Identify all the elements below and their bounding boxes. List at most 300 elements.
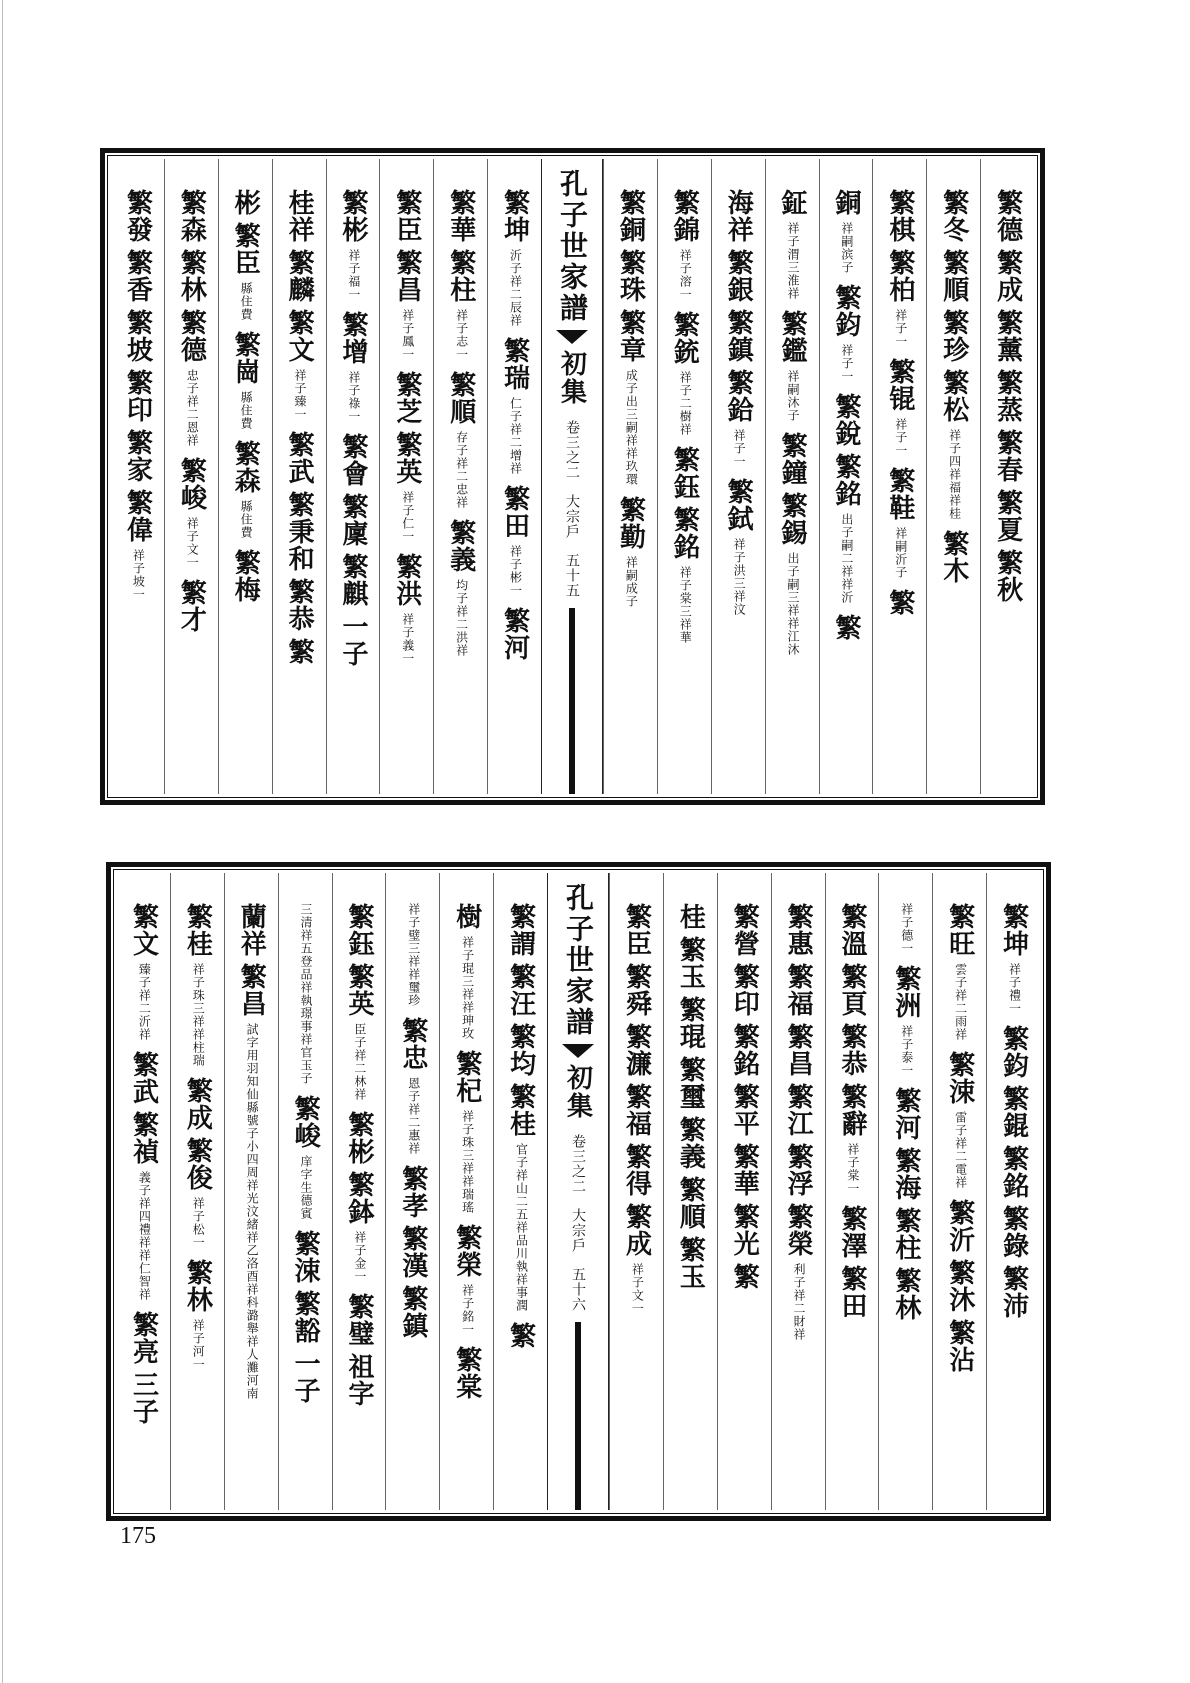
- genealogy-name: 繁溫: [836, 903, 867, 957]
- genealogy-name: 繁梅: [230, 549, 261, 603]
- genealogy-name: 繁光: [729, 1203, 760, 1257]
- column-content: [658, 189, 711, 654]
- spine-column: [547, 873, 609, 1510]
- genealogy-name: 繁鑑: [777, 310, 808, 364]
- genealogy-name: 繁俊: [182, 1137, 213, 1191]
- column-content: [165, 189, 218, 639]
- column-content: [494, 903, 547, 1355]
- genealogy-name: 祖字: [343, 1353, 374, 1407]
- column-content: [279, 903, 332, 1410]
- genealogy-annotation: 祥子棠一: [845, 1143, 860, 1195]
- genealogy-name: 繁榮: [783, 1203, 814, 1257]
- genealogy-name: 繁鞋: [884, 467, 915, 521]
- genealogy-name: 繁恭: [284, 578, 315, 632]
- genealogy-name: 繁印: [122, 369, 153, 423]
- text-column: [878, 873, 932, 1510]
- genealogy-name: 繁珍: [938, 309, 969, 363]
- genealogy-annotation: 祥子璧三祥祥璽珍: [406, 903, 421, 1007]
- genealogy-name: 繁田: [499, 485, 530, 539]
- genealogy-name: 繁麒: [337, 553, 368, 607]
- genealogy-name: 繁華: [729, 1143, 760, 1197]
- top-page-columns: [111, 159, 1034, 794]
- genealogy-name: 繁澤: [836, 1205, 867, 1259]
- genealogy-name: 彬: [230, 189, 261, 216]
- genealogy-name: 繁浮: [783, 1143, 814, 1197]
- genealogy-annotation: 祥子祿一: [346, 371, 361, 423]
- genealogy-name: 繁: [284, 638, 315, 665]
- genealogy-name: 繁臣: [230, 222, 261, 276]
- genealogy-name: 繁昌: [783, 1023, 814, 1077]
- genealogy-name: 繁洪: [391, 553, 422, 607]
- genealogy-name: 繁錦: [669, 189, 700, 243]
- genealogy-name: 繁坡: [122, 309, 153, 363]
- genealogy-name: 繁棠: [451, 1346, 482, 1400]
- genealogy-name: 繁銃: [669, 311, 700, 365]
- genealogy-name: 繁沾: [944, 1319, 975, 1373]
- genealogy-annotation: 祥子四祥福祥桂: [947, 429, 962, 520]
- genealogy-annotation: 祥嗣成子: [624, 556, 639, 608]
- genealogy-annotation: 祥子一: [839, 344, 854, 383]
- genealogy-name: 繁鈺: [343, 903, 374, 957]
- genealogy-name: 繁涑: [944, 1051, 975, 1105]
- genealogy-name: 繁木: [938, 530, 969, 584]
- genealogy-name: 繁薰: [992, 309, 1023, 363]
- column-content: [327, 189, 380, 673]
- column-content: [111, 189, 164, 611]
- genealogy-annotation: 祥嗣沂子: [893, 527, 908, 579]
- genealogy-annotation: 出子嗣三祥祥江沐: [785, 552, 800, 656]
- genealogy-name: 繁秋: [992, 549, 1023, 603]
- genealogy-name: 繁彬: [343, 1111, 374, 1165]
- column-content: [927, 189, 980, 590]
- text-column: [272, 159, 326, 794]
- genealogy-annotation: 祥子文一: [630, 1263, 645, 1315]
- genealogy-name: 繁鈞: [998, 1025, 1029, 1079]
- page-edge-rule: [2, 0, 3, 1683]
- genealogy-name: 繁森: [176, 189, 207, 243]
- text-column: [379, 159, 433, 794]
- genealogy-name: 繁銘: [669, 506, 700, 560]
- genealogy-name: 繁彬: [337, 189, 368, 243]
- text-column: [385, 873, 439, 1510]
- genealogy-name: 繁柱: [890, 1207, 921, 1261]
- genealogy-name: 繁平: [729, 1083, 760, 1137]
- genealogy-annotation: 祥子仁一: [400, 491, 415, 543]
- top-page-frame: [100, 148, 1045, 805]
- genealogy-annotation: 試字用羽知仙縣號子小四周祥光汶緒祥乙洛酉祥科潞舉祥人灘河南: [245, 1023, 260, 1400]
- text-column: [603, 159, 657, 794]
- genealogy-annotation: 祥子松一: [191, 1197, 206, 1249]
- column-content: [219, 189, 272, 609]
- text-column: [224, 873, 278, 1510]
- text-column: [663, 873, 717, 1510]
- column-content: [873, 189, 926, 622]
- genealogy-annotation: 利子祥二財祥: [791, 1263, 806, 1341]
- genealogy-annotation: 仁子祥二增祥: [508, 397, 523, 475]
- column-content: [981, 189, 1034, 609]
- text-column: [609, 873, 663, 1510]
- genealogy-annotation: 祥子珠三祥祥柱瑞: [191, 963, 206, 1067]
- genealogy-annotation: 祥子金一: [352, 1231, 367, 1283]
- genealogy-annotation: 縣住費: [239, 391, 254, 430]
- genealogy-name: 繁錕: [998, 1085, 1029, 1139]
- genealogy-name: 繁印: [729, 963, 760, 1017]
- genealogy-name: 繁棋: [884, 189, 915, 243]
- text-column: [433, 159, 487, 794]
- page-number: 175: [120, 1523, 156, 1549]
- genealogy-name: 繁蒸: [992, 369, 1023, 423]
- genealogy-name: 鉦: [777, 189, 808, 216]
- genealogy-name: 繁辭: [836, 1083, 867, 1137]
- genealogy-name: 一子: [290, 1350, 321, 1404]
- genealogy-name: 繁均: [505, 1023, 536, 1077]
- genealogy-annotation: 雷子祥二電祥: [953, 1111, 968, 1189]
- genealogy-name: 繁成: [621, 1203, 652, 1257]
- genealogy-annotation: 庠字生德賓: [298, 1155, 313, 1220]
- genealogy-name: 繁銘: [998, 1145, 1029, 1199]
- spine-page-number: 五十六: [570, 1267, 586, 1312]
- genealogy-name: 三子: [128, 1371, 159, 1425]
- genealogy-name: 繁海: [890, 1147, 921, 1201]
- bottom-page-frame: [106, 862, 1051, 1521]
- genealogy-name: 繁濂: [621, 1023, 652, 1077]
- genealogy-name: 繁錫: [777, 492, 808, 546]
- genealogy-name: 桂祥: [284, 189, 315, 243]
- genealogy-annotation: 祥子德一: [899, 903, 914, 955]
- genealogy-name: 繁會: [337, 433, 368, 487]
- genealogy-name: 繁錄: [998, 1205, 1029, 1259]
- text-column: [711, 159, 765, 794]
- text-column: [980, 159, 1034, 794]
- genealogy-annotation: 祥子坡一: [131, 549, 146, 601]
- column-content: [879, 903, 932, 1327]
- genealogy-annotation: 恩子祥二惠祥: [406, 1077, 421, 1155]
- genealogy-name: 繁鉿: [723, 369, 754, 423]
- genealogy-name: 繁坤: [499, 189, 530, 243]
- genealogy-name: 繁玉: [675, 1236, 706, 1290]
- genealogy-name: 繁河: [890, 1087, 921, 1141]
- column-content: [718, 903, 771, 1296]
- genealogy-name: 繁江: [783, 1083, 814, 1137]
- genealogy-name: 繁義: [675, 1116, 706, 1170]
- genealogy-name: 繁家: [122, 429, 153, 483]
- genealogy-name: 繁豁: [290, 1290, 321, 1344]
- fishtail-mark: [556, 330, 588, 344]
- genealogy-name: 繁林: [890, 1267, 921, 1321]
- genealogy-name: 繁春: [992, 429, 1023, 483]
- column-content: [434, 189, 487, 667]
- column-content: [440, 903, 493, 1406]
- genealogy-name: 繁文: [284, 309, 315, 363]
- genealogy-name: 繁松: [938, 369, 969, 423]
- genealogy-name: 繁琨: [675, 996, 706, 1050]
- genealogy-name: 繁營: [729, 903, 760, 957]
- genealogy-annotation: 祥子銘一: [460, 1284, 475, 1336]
- text-column: [326, 159, 380, 794]
- genealogy-name: 桂: [675, 903, 706, 930]
- genealogy-annotation: 祥子志一: [454, 309, 469, 361]
- genealogy-name: 繁沂: [944, 1199, 975, 1253]
- genealogy-name: 繁義: [445, 519, 476, 573]
- genealogy-annotation: 祥子琨三祥祥珅玫: [460, 936, 475, 1040]
- genealogy-name: 繁忠: [397, 1017, 428, 1071]
- genealogy-name: 繁森: [230, 440, 261, 494]
- genealogy-name: 繁亮: [128, 1311, 159, 1365]
- genealogy-name: 繁峻: [290, 1095, 321, 1149]
- genealogy-annotation: 祥子渭三淮祥: [785, 222, 800, 300]
- genealogy-name: 繁舜: [621, 963, 652, 1017]
- genealogy-name: 繁章: [615, 309, 646, 363]
- genealogy-name: 繁桂: [182, 903, 213, 957]
- genealogy-name: 繁汪: [505, 963, 536, 1017]
- genealogy-annotation: 臻子祥二沂祥: [137, 963, 152, 1041]
- genealogy-name: 繁香: [122, 249, 153, 303]
- genealogy-annotation: 祥子彬一: [508, 545, 523, 597]
- text-column: [771, 873, 825, 1510]
- text-column: [657, 159, 711, 794]
- genealogy-annotation: 祥子棠三祥華: [678, 566, 693, 644]
- spine-subtitle: 初集: [562, 1064, 593, 1120]
- column-content: [225, 903, 278, 1410]
- spine-column: [541, 159, 603, 794]
- genealogy-annotation: 祥子義一: [400, 613, 415, 665]
- column-content: [772, 903, 825, 1351]
- text-column: [825, 873, 879, 1510]
- genealogy-name: 繁才: [176, 579, 207, 633]
- text-column: [487, 159, 541, 794]
- genealogy-name: 繁鉽: [723, 478, 754, 532]
- text-column: [717, 873, 771, 1510]
- genealogy-annotation: 祥子鳳一: [400, 309, 415, 361]
- genealogy-name: 繁廩: [337, 493, 368, 547]
- genealogy-name: 繁禎: [128, 1111, 159, 1165]
- genealogy-annotation: 臣子祥二林祥: [352, 1023, 367, 1101]
- text-column: [117, 873, 170, 1510]
- genealogy-name: 繁武: [128, 1051, 159, 1105]
- genealogy-name: 繁謂: [505, 903, 536, 957]
- genealogy-name: 繁瑞: [499, 337, 530, 391]
- genealogy-name: 繁漢: [397, 1225, 428, 1279]
- column-content: [333, 903, 386, 1413]
- spine-bar: [575, 1322, 581, 1510]
- genealogy-name: 繁玉: [675, 936, 706, 990]
- genealogy-name: 繁英: [391, 431, 422, 485]
- genealogy-name: 繁: [884, 589, 915, 616]
- genealogy-name: 繁順: [445, 371, 476, 425]
- genealogy-annotation: 忠子祥二恩祥: [185, 369, 200, 447]
- genealogy-name: 繁鈺: [669, 446, 700, 500]
- text-column: [872, 159, 926, 794]
- genealogy-name: 樹: [451, 903, 482, 930]
- text-column: [278, 873, 332, 1510]
- genealogy-name: 繁峻: [176, 457, 207, 511]
- genealogy-name: 繁勤: [615, 496, 646, 550]
- genealogy-name: 繁昌: [236, 963, 267, 1017]
- text-column: [111, 159, 164, 794]
- genealogy-name: 繁成: [992, 249, 1023, 303]
- genealogy-annotation: 祥子珠三祥祥瑞瑤: [460, 1110, 475, 1214]
- genealogy-name: 繁珠: [615, 249, 646, 303]
- column-content: [380, 189, 433, 675]
- genealogy-name: 繁鎮: [723, 309, 754, 363]
- column-content: [273, 189, 326, 671]
- genealogy-name: 繁: [729, 1263, 760, 1290]
- column-content: [766, 189, 819, 666]
- genealogy-annotation: 祥嗣沐子: [785, 370, 800, 422]
- genealogy-annotation: 祥子禮一: [1007, 963, 1022, 1015]
- genealogy-annotation: 祥子二樹祥: [678, 371, 693, 436]
- spine-bar: [569, 608, 575, 794]
- genealogy-annotation: 祥子河一: [191, 1319, 206, 1371]
- column-content: [386, 903, 439, 1345]
- text-column: [164, 159, 218, 794]
- spine-title: 孔子世家譜: [562, 883, 595, 1038]
- genealogy-name: 繁銀: [723, 249, 754, 303]
- text-column: [986, 873, 1040, 1510]
- text-column: [493, 873, 547, 1510]
- genealogy-annotation: 均子祥二洪祥: [454, 579, 469, 657]
- genealogy-name: 繁順: [675, 1176, 706, 1230]
- genealogy-name: 繁惠: [783, 903, 814, 957]
- genealogy-name: 繁德: [992, 189, 1023, 243]
- genealogy-name: 繁桂: [505, 1083, 536, 1137]
- text-column: [932, 873, 986, 1510]
- genealogy-name: 繁成: [182, 1077, 213, 1131]
- genealogy-annotation: 縣住費: [239, 500, 254, 539]
- text-column: [819, 159, 873, 794]
- genealogy-name: 繁麟: [284, 249, 315, 303]
- genealogy-annotation: 存子祥二忠祥: [454, 431, 469, 509]
- spine-volume: 卷三之二: [570, 1134, 586, 1194]
- text-column: [218, 159, 272, 794]
- genealogy-annotation: 祥子一: [893, 418, 908, 457]
- genealogy-name: 繁杞: [451, 1050, 482, 1104]
- column-content: [820, 189, 873, 647]
- column-content: [712, 189, 765, 626]
- genealogy-name: 繁: [505, 1322, 536, 1349]
- column-content: [604, 189, 657, 618]
- genealogy-name: 繁鈞: [830, 284, 861, 338]
- spine-page-number: 五十五: [564, 553, 580, 598]
- genealogy-name: 繁偉: [122, 489, 153, 543]
- genealogy-annotation: 祥子洪三祥汶: [732, 538, 747, 616]
- genealogy-name: 繁芝: [391, 371, 422, 425]
- genealogy-name: 繁璧: [343, 1293, 374, 1347]
- genealogy-name: 繁河: [499, 607, 530, 661]
- genealogy-name: 繁文: [128, 903, 159, 957]
- column-content: [987, 903, 1040, 1325]
- genealogy-name: 繁冬: [938, 189, 969, 243]
- genealogy-name: 繁孝: [397, 1165, 428, 1219]
- spine-subtitle: 初集: [556, 350, 587, 406]
- genealogy-annotation: 雲子祥二雨祥: [953, 963, 968, 1041]
- column-content: [610, 903, 663, 1325]
- genealogy-name: 繁锟: [884, 358, 915, 412]
- genealogy-annotation: 出子嗣二祥祥沂: [839, 513, 854, 604]
- genealogy-name: 繁福: [621, 1083, 652, 1137]
- text-column: [170, 873, 224, 1510]
- genealogy-name: 繁沛: [998, 1265, 1029, 1319]
- genealogy-name: 繁得: [621, 1143, 652, 1197]
- genealogy-name: 繁英: [343, 963, 374, 1017]
- genealogy-name: 繁田: [836, 1265, 867, 1319]
- column-content: [664, 903, 717, 1296]
- genealogy-name: 繁昌: [391, 249, 422, 303]
- genealogy-name: 繁榮: [451, 1224, 482, 1278]
- genealogy-name: 繁順: [938, 249, 969, 303]
- genealogy-name: 繁夏: [992, 489, 1023, 543]
- genealogy-annotation: 祥子一: [732, 429, 747, 468]
- text-column: [332, 873, 386, 1510]
- bottom-page-columns: [117, 873, 1040, 1510]
- column-content: [171, 903, 224, 1381]
- column-content: [117, 903, 170, 1431]
- genealogy-annotation: 沂子祥二辰祥: [508, 249, 523, 327]
- genealogy-name: 銅: [830, 189, 861, 216]
- genealogy-name: 繁臣: [391, 189, 422, 243]
- genealogy-name: 海祥: [723, 189, 754, 243]
- genealogy-annotation: 官子祥山二五祥品川執祥事潤: [514, 1143, 529, 1312]
- spine-title: 孔子世家譜: [556, 169, 589, 324]
- text-column: [765, 159, 819, 794]
- genealogy-name: 繁璽: [675, 1056, 706, 1110]
- genealogy-name: 繁發: [122, 189, 153, 243]
- genealogy-annotation: 祥子溶一: [678, 249, 693, 301]
- genealogy-name: 繁臣: [621, 903, 652, 957]
- genealogy-name: 一子: [337, 613, 368, 667]
- genealogy-name: 繁沐: [944, 1259, 975, 1313]
- genealogy-annotation: 祥子一: [893, 309, 908, 348]
- genealogy-name: 繁恭: [836, 1023, 867, 1077]
- genealogy-name: 繁鉢: [343, 1171, 374, 1225]
- genealogy-name: 繁銘: [830, 453, 861, 507]
- genealogy-name: 繁秉和: [284, 491, 315, 572]
- genealogy-annotation: 祥子福一: [346, 249, 361, 301]
- genealogy-name: 繁銳: [830, 393, 861, 447]
- genealogy-name: 繁柱: [445, 249, 476, 303]
- genealogy-name: 繁坤: [998, 903, 1029, 957]
- genealogy-annotation: 成子出三嗣祥祥玖環: [624, 369, 639, 486]
- genealogy-name: 繁旺: [944, 903, 975, 957]
- column-content: [826, 903, 879, 1325]
- genealogy-name: 繁林: [176, 249, 207, 303]
- genealogy-name: 繁林: [182, 1259, 213, 1313]
- column-content: [933, 903, 986, 1379]
- genealogy-name: 繁福: [783, 963, 814, 1017]
- genealogy-name: 繁柏: [884, 249, 915, 303]
- genealogy-annotation: 縣住費: [239, 282, 254, 321]
- genealogy-name: 繁洲: [890, 965, 921, 1019]
- text-column: [439, 873, 493, 1510]
- genealogy-name: 蘭祥: [236, 903, 267, 957]
- genealogy-name: 繁銅: [615, 189, 646, 243]
- genealogy-annotation: 義子祥四禮祥祥仁智祥: [137, 1171, 152, 1301]
- genealogy-name: 繁德: [176, 309, 207, 363]
- genealogy-name: 繁銘: [729, 1023, 760, 1077]
- genealogy-annotation: 祥子泰一: [899, 1025, 914, 1077]
- column-content: [488, 189, 541, 667]
- genealogy-name: 繁華: [445, 189, 476, 243]
- genealogy-name: 繁鐘: [777, 432, 808, 486]
- genealogy-name: 繁頁: [836, 963, 867, 1017]
- spine-volume: 卷三之二: [564, 420, 580, 480]
- fishtail-mark: [562, 1044, 594, 1058]
- genealogy-annotation: 祥嗣滨子: [839, 222, 854, 274]
- genealogy-name: 繁: [830, 614, 861, 641]
- genealogy-annotation: 祥子臻一: [292, 369, 307, 421]
- genealogy-name: 繁崗: [230, 331, 261, 385]
- spine-branch: 大宗戶: [564, 494, 580, 539]
